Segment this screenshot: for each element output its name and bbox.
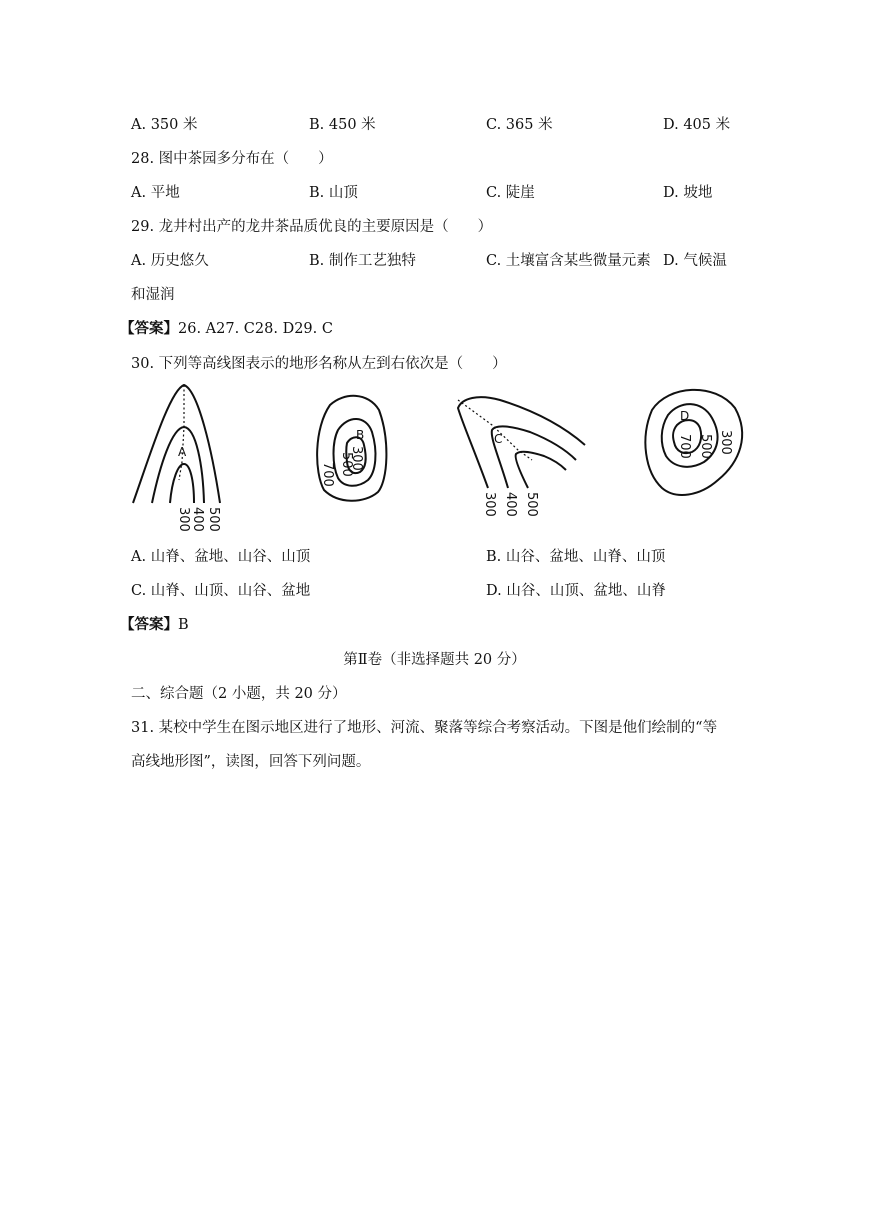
q27-option-b: B. 450 米 [309, 117, 376, 133]
answer-tag: 【答案】 [120, 616, 178, 633]
q28-option-b: B. 山顶 [309, 185, 358, 201]
q31-stem-line-2: 高线地形图”，读图，回答下列问题。 [131, 754, 371, 770]
q28-option-c: C. 陡崖 [486, 185, 535, 201]
d3-label-400: 400 [503, 492, 518, 517]
d4-point-label: D [680, 409, 690, 423]
q30-option-b: B. 山谷、盆地、山脊、山顶 [486, 549, 666, 565]
answer-line-2 [120, 613, 189, 634]
d3-label-500: 500 [524, 492, 539, 517]
d1-label-500: 500 [206, 507, 221, 532]
q28-option-d: D. 坡地 [663, 185, 713, 201]
answer-tag: 【答案】 [120, 320, 178, 337]
q30-option-a: A. 山脊、盆地、山谷、山顶 [131, 549, 311, 565]
d3-point-label: C [494, 432, 503, 446]
d1-contour-outer [133, 385, 220, 503]
q30-option-c: C. 山脊、山顶、山谷、盆地 [131, 583, 311, 599]
q29-option-a: A. 历史悠久 [131, 253, 209, 269]
q29-option-d: D. 气候温 [663, 253, 727, 269]
q29-option-b: B. 制作工艺独特 [309, 253, 416, 269]
section-title: 第Ⅱ卷（非选择题共 20 分） [343, 652, 526, 668]
q29-option-c: C. 土壤富含某些微量元素 [486, 253, 651, 269]
d3-label-300: 300 [482, 492, 497, 517]
q29-option-d-wrap: 和湿润 [131, 287, 175, 303]
q30-stem: 30. 下列等高线图表示的地形名称从左到右依次是（ ） [131, 356, 507, 372]
d4-label-500: 500 [698, 434, 713, 459]
contour-figure [0, 380, 869, 540]
q30-option-d: D. 山谷、山顶、盆地、山脊 [486, 583, 666, 599]
d4-label-300: 300 [718, 430, 733, 455]
q28-option-a: A. 平地 [131, 185, 180, 201]
d2-point-label: B [356, 428, 365, 442]
d3-contour-middle [492, 426, 576, 488]
d2-label-300: 300 [349, 446, 364, 471]
d1-point-label: A [178, 445, 187, 459]
part-two-heading: 二、综合题（2 小题，共 20 分） [131, 686, 347, 702]
answer-text: B [178, 617, 189, 633]
d2-label-500: 500 [339, 452, 354, 477]
q27-option-a: A. 350 米 [131, 117, 198, 133]
q31-stem-line-1: 31. 某校中学生在图示地区进行了地形、河流、聚落等综合考察活动。下图是他们绘制的“等 [131, 720, 718, 736]
answer-text: 26. A27. C28. D29. C [178, 321, 333, 337]
d1-label-400: 400 [190, 507, 205, 532]
d1-contour-middle [152, 427, 204, 503]
d1-label-300: 300 [176, 507, 191, 532]
d3-contour-inner [516, 452, 566, 488]
q27-option-d: D. 405 米 [663, 117, 731, 133]
d4-label-700: 700 [677, 434, 692, 459]
q29-stem: 29. 龙井村出产的龙井茶品质优良的主要原因是（ ） [131, 219, 493, 235]
q28-stem: 28. 图中茶园多分布在（ ） [131, 151, 333, 167]
q27-option-c: C. 365 米 [486, 117, 553, 133]
d1-contour-inner [170, 464, 194, 503]
d2-label-700: 700 [320, 462, 335, 487]
answer-line-1 [120, 317, 333, 338]
